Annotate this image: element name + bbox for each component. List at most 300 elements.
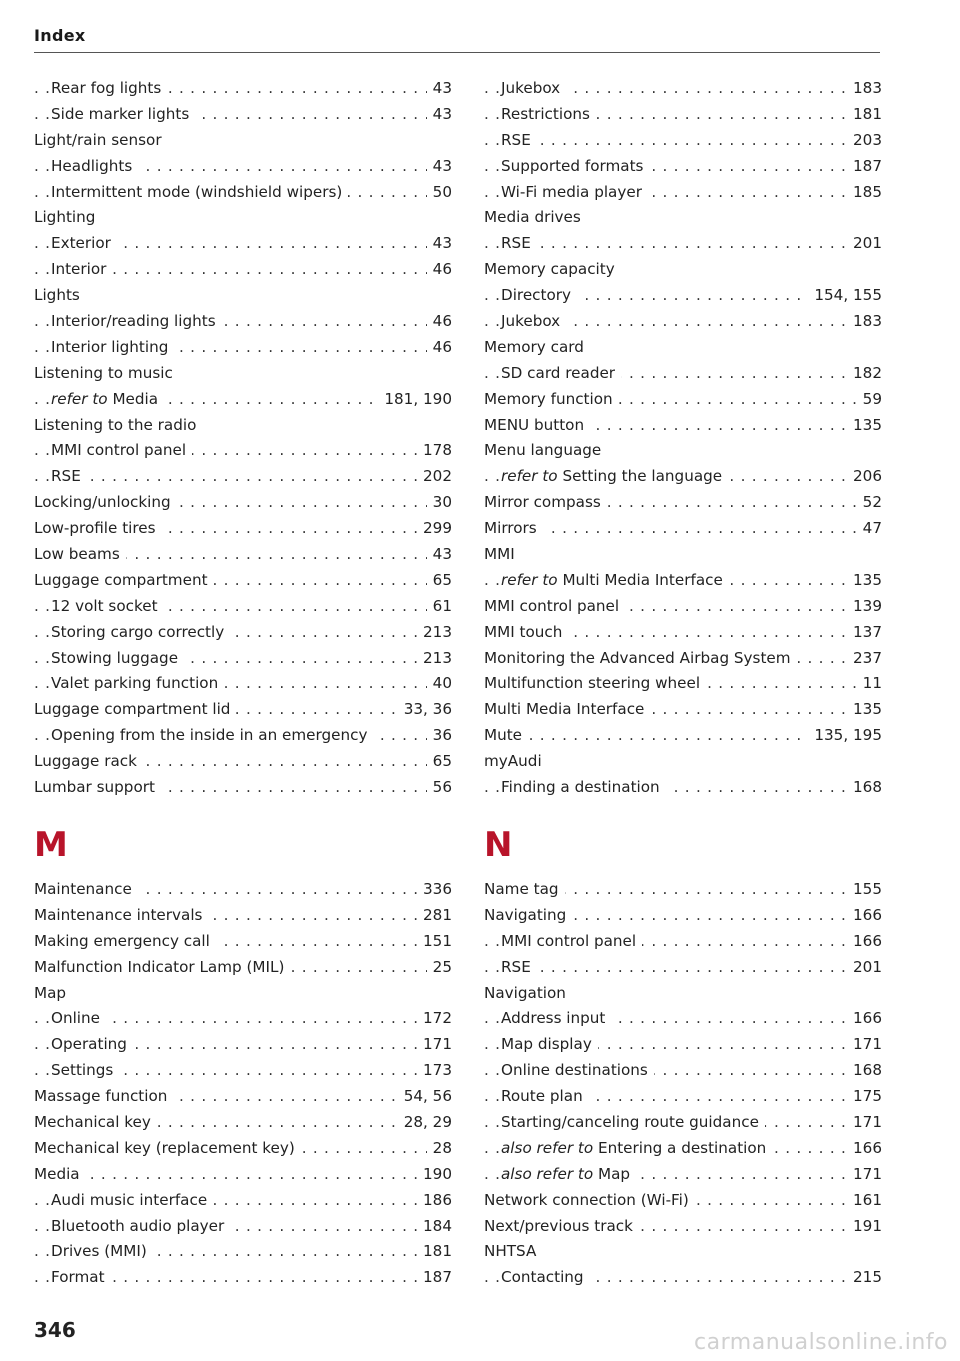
entry-text: Luggage rack: [34, 752, 137, 771]
index-subentry: [484, 76, 882, 102]
entry-page-ref: 46: [427, 257, 452, 283]
entry-text: Mechanical key: [34, 1112, 151, 1131]
index-subentry: [34, 1265, 452, 1291]
entry-text: Mute: [484, 726, 523, 745]
entry-text: Lighting: [34, 208, 96, 227]
index-entry: [34, 361, 452, 387]
entry-text: Network connection (Wi-Fi): [484, 1190, 689, 1209]
entry-page-ref: 172: [417, 1006, 452, 1032]
entry-term: [501, 1165, 636, 1183]
entry-page-ref: 28: [427, 1136, 452, 1162]
entry-term: [34, 131, 168, 149]
index-subentry: [34, 723, 452, 749]
entry-text: Navigation: [484, 983, 566, 1002]
entry-page-ref: 166: [847, 903, 882, 929]
entry-text: MMI control panel: [51, 441, 187, 460]
index-subentry: [484, 154, 882, 180]
entry-text: Lights: [34, 286, 80, 305]
entry-term: [501, 958, 537, 976]
entry-term: [501, 467, 728, 485]
entry-term: [484, 441, 607, 459]
index-subentry: [484, 361, 882, 387]
entry-text: Media: [112, 389, 159, 408]
entry-term: [51, 441, 192, 459]
index-entry: [34, 749, 452, 775]
entry-text: Online destinations: [501, 1061, 648, 1080]
entry-page-ref: 201: [847, 231, 882, 257]
entry-text: Mirror compass: [484, 493, 601, 512]
entry-text: Opening from the inside in an emergency: [51, 726, 368, 745]
index-entry: [484, 723, 882, 749]
index-subentry: [34, 231, 452, 257]
entry-text: Making emergency call: [34, 931, 210, 950]
entry-text: Multifunction steering wheel: [484, 674, 701, 693]
entry-page-ref: 59: [857, 387, 882, 413]
entry-term: [51, 79, 167, 97]
entry-page-ref: 135, 195: [808, 723, 882, 749]
entry-term: [484, 338, 590, 356]
entry-text: Route plan: [501, 1087, 583, 1106]
entry-page-ref: 28, 29: [398, 1110, 452, 1136]
index-subentry: [34, 594, 452, 620]
entry-term: [484, 880, 565, 898]
page-number: 346: [34, 1318, 76, 1342]
index-entry: [34, 981, 452, 1007]
page-header-title: Index: [34, 26, 86, 45]
entry-term: [34, 984, 72, 1002]
entry-text: Jukebox: [501, 312, 561, 331]
index-entry: [34, 929, 452, 955]
entry-term: [51, 157, 138, 175]
index-subentry: [34, 620, 452, 646]
entry-term: [34, 364, 179, 382]
entry-term: [501, 131, 537, 149]
entry-page-ref: 135: [847, 697, 882, 723]
entry-page-ref: 171: [847, 1162, 882, 1188]
entry-page-ref: 181: [847, 102, 882, 128]
index-entry: [34, 697, 452, 723]
entry-page-ref: 43: [427, 154, 452, 180]
index-entry: [484, 542, 882, 568]
entry-term: [34, 778, 161, 796]
index-subentry: [484, 568, 882, 594]
entry-page-ref: 171: [847, 1110, 882, 1136]
index-entry: [484, 516, 882, 542]
index-entry: [34, 542, 452, 568]
entry-page-ref: 184: [417, 1214, 452, 1240]
entry-term: [51, 597, 164, 615]
entry-term: [34, 286, 86, 304]
entry-term: [501, 79, 566, 97]
entry-text: Listening to the radio: [34, 415, 197, 434]
index-entry: [34, 1162, 452, 1188]
entry-text: Format: [51, 1268, 105, 1287]
entry-page-ref: 178: [417, 438, 452, 464]
entry-text: Contacting: [501, 1268, 584, 1287]
index-subentry: [484, 775, 882, 801]
index-entry: [484, 335, 882, 361]
index-subentry: [34, 1006, 452, 1032]
index-entry: [484, 594, 882, 620]
entry-text: Exterior: [51, 234, 111, 253]
entry-term: [34, 545, 126, 563]
index-entry: [484, 620, 882, 646]
index-entry: [484, 490, 882, 516]
entry-text: Light/rain sensor: [34, 130, 162, 149]
entry-term: [51, 726, 373, 744]
entry-term: [51, 312, 222, 330]
index-entry: [34, 516, 452, 542]
index-entry: [484, 646, 882, 672]
entry-text: MMI touch: [484, 622, 563, 641]
index-subentry: [484, 1162, 882, 1188]
entry-text: Luggage compartment lid: [34, 700, 231, 719]
index-subentry: [484, 180, 882, 206]
entry-term: [501, 105, 596, 123]
entry-page-ref: 65: [427, 568, 452, 594]
index-subentry: [484, 1110, 882, 1136]
entry-text: Low-profile tires: [34, 519, 156, 538]
entry-text: Map: [34, 983, 67, 1002]
entry-page-ref: 154, 155: [808, 283, 882, 309]
entry-page-ref: 183: [847, 309, 882, 335]
entry-text: Media drives: [484, 208, 581, 227]
entry-text: Audi music interface: [51, 1190, 208, 1209]
watermark: carmanualsonline.info: [694, 1330, 948, 1355]
entry-page-ref: 202: [417, 464, 452, 490]
entry-page-ref: 191: [847, 1214, 882, 1240]
index-subentry: [484, 283, 882, 309]
dot-leader: [34, 1162, 452, 1188]
entry-term: [34, 1087, 173, 1105]
entry-text: Multi Media Interface: [562, 570, 723, 589]
index-entry: [34, 1136, 452, 1162]
index-column-right: [484, 76, 882, 1291]
entry-page-ref: 336: [417, 877, 452, 903]
index-entry: [484, 697, 882, 723]
entry-text: Menu language: [484, 441, 602, 460]
entry-text: RSE: [501, 130, 531, 149]
entry-text: RSE: [51, 467, 81, 486]
index-entry: [484, 749, 882, 775]
entry-term: [501, 364, 621, 382]
entry-page-ref: 281: [417, 903, 452, 929]
entry-text: Interior/reading lights: [51, 312, 216, 331]
entry-page-ref: 47: [857, 516, 882, 542]
entry-term: [484, 649, 797, 667]
entry-text: Rear fog lights: [51, 79, 162, 97]
index-subentry: [484, 1265, 882, 1291]
entry-page-ref: 185: [847, 180, 882, 206]
entry-page-ref: 186: [417, 1188, 452, 1214]
entry-term: [51, 467, 87, 485]
entry-term: [34, 1139, 301, 1157]
entry-page-ref: 135: [847, 568, 882, 594]
entry-text: Headlights: [51, 156, 133, 175]
entry-term: [501, 157, 649, 175]
entry-text: Bluetooth audio player: [51, 1216, 225, 1235]
index-entry: [484, 387, 882, 413]
entry-term: [484, 1217, 639, 1235]
entry-text: Setting the language: [562, 467, 723, 486]
entry-text: Media: [34, 1164, 80, 1183]
entry-term: [51, 1242, 153, 1260]
entry-term: [34, 880, 138, 898]
index-subentry: [484, 464, 882, 490]
entry-text: Wi-Fi media player: [501, 182, 642, 201]
entry-term: [484, 208, 587, 226]
entry-term: [501, 312, 566, 330]
entry-term: [484, 674, 706, 692]
entry-term: [34, 752, 143, 770]
entry-term: [51, 390, 164, 408]
entry-term: [484, 623, 568, 641]
index-entry: [484, 257, 882, 283]
index-entry: [34, 903, 452, 929]
entry-term: [51, 105, 195, 123]
entry-text: RSE: [501, 234, 531, 253]
entry-text: Locking/unlocking: [34, 493, 171, 512]
entry-page-ref: 43: [427, 102, 452, 128]
index-subentry: [484, 1136, 882, 1162]
index-entry: [484, 1214, 882, 1240]
entry-text: myAudi: [484, 752, 542, 771]
index-subentry: [484, 1006, 882, 1032]
entry-term: [484, 493, 607, 511]
index-subentry: [34, 257, 452, 283]
entry-term: [484, 1242, 542, 1260]
entry-page-ref: 135: [847, 413, 882, 439]
header-rule: [34, 52, 880, 53]
entry-text: Malfunction Indicator Lamp (MIL): [34, 957, 285, 976]
entry-text: Jukebox: [501, 79, 561, 97]
index-entry: [484, 1239, 882, 1265]
entry-page-ref: 52: [857, 490, 882, 516]
entry-term: [484, 597, 625, 615]
index-entry: [34, 568, 452, 594]
entry-term: [34, 1113, 157, 1131]
entry-page-ref: 139: [847, 594, 882, 620]
entry-term: [484, 1191, 695, 1209]
entry-term: [501, 1061, 654, 1079]
entry-page-ref: 168: [847, 1058, 882, 1084]
index-entry: [34, 205, 452, 231]
entry-page-ref: 166: [847, 1136, 882, 1162]
entry-text: Map: [597, 1164, 631, 1183]
entry-term: [484, 416, 590, 434]
entry-page-ref: 43: [427, 231, 452, 257]
entry-term: [34, 700, 236, 718]
index-entry: [34, 1084, 452, 1110]
entry-term: [34, 932, 216, 950]
entry-page-ref: 182: [847, 361, 882, 387]
entry-term: [501, 1035, 598, 1053]
entry-text: Monitoring the Advanced Airbag System: [484, 648, 791, 667]
index-entry: [34, 775, 452, 801]
entry-page-ref: 43: [427, 542, 452, 568]
index-subentry: [34, 102, 452, 128]
entry-page-ref: 171: [847, 1032, 882, 1058]
index-entry: [484, 1188, 882, 1214]
entry-text: MMI control panel: [501, 931, 637, 950]
entry-text: Starting/canceling route guidance: [501, 1112, 759, 1131]
entry-term: [501, 1087, 589, 1105]
entry-page-ref: 46: [427, 309, 452, 335]
entry-term: [51, 234, 117, 252]
index-entry: [484, 438, 882, 464]
entry-page-ref: 161: [847, 1188, 882, 1214]
entry-text: Drives (MMI): [51, 1242, 147, 1261]
index-entry: [34, 490, 452, 516]
entry-page-ref: 171: [417, 1032, 452, 1058]
entry-term: [34, 571, 214, 589]
entry-page-ref: 299: [417, 516, 452, 542]
entry-term: [501, 1113, 765, 1131]
entry-term: [51, 1035, 133, 1053]
entry-text: Online: [51, 1009, 100, 1028]
entry-text: Valet parking function: [51, 674, 219, 693]
index-entry: [34, 413, 452, 439]
index-subentry: [34, 671, 452, 697]
entry-text: Supported formats: [501, 156, 644, 175]
entry-term: [34, 519, 162, 537]
entry-page-ref: 181: [417, 1239, 452, 1265]
entry-term: [51, 1268, 111, 1286]
entry-page-ref: 50: [427, 180, 452, 206]
dot-leader: [484, 516, 882, 542]
entry-text: MMI: [484, 545, 515, 564]
entry-term: [51, 1009, 106, 1027]
index-subentry: [34, 1239, 452, 1265]
entry-text: Intermittent mode (windshield wipers): [51, 182, 343, 201]
entry-page-ref: 36: [427, 723, 452, 749]
entry-term: [34, 1165, 86, 1183]
index-subentry: [34, 180, 452, 206]
entry-page-ref: 11: [857, 671, 882, 697]
entry-text: Finding a destination: [501, 778, 660, 797]
index-entry: [484, 981, 882, 1007]
index-subentry: [484, 929, 882, 955]
entry-term: [501, 183, 648, 201]
cross-reference-prefix: refer to: [501, 467, 558, 486]
entry-page-ref: 187: [847, 154, 882, 180]
entry-term: [51, 623, 230, 641]
entry-term: [484, 726, 528, 744]
entry-text: Low beams: [34, 545, 120, 564]
index-subentry: [34, 1058, 452, 1084]
cross-reference-prefix: also refer to: [501, 1164, 594, 1183]
section-letter: N: [484, 824, 513, 865]
entry-term: [484, 906, 572, 924]
entry-page-ref: 166: [847, 929, 882, 955]
entry-text: Directory: [501, 286, 571, 305]
entry-text: 12 volt socket: [51, 596, 158, 615]
index-subentry: [34, 438, 452, 464]
index-subentry: [34, 387, 452, 413]
entry-page-ref: 213: [417, 646, 452, 672]
entry-text: Operating: [51, 1035, 127, 1054]
entry-page-ref: 213: [417, 620, 452, 646]
entry-page-ref: 30: [427, 490, 452, 516]
index-entry: [34, 955, 452, 981]
entry-term: [484, 752, 548, 770]
index-subentry: [484, 1058, 882, 1084]
entry-page-ref: 56: [427, 775, 452, 801]
entry-term: [484, 390, 619, 408]
entry-text: Interior lighting: [51, 337, 169, 356]
entry-text: SD card reader: [501, 363, 616, 382]
entry-text: Next/previous track: [484, 1216, 633, 1235]
entry-text: MMI control panel: [484, 596, 620, 615]
entry-page-ref: 33, 36: [398, 697, 452, 723]
entry-page-ref: 166: [847, 1006, 882, 1032]
entry-page-ref: 155: [847, 877, 882, 903]
entry-text: Lumbar support: [34, 778, 155, 797]
entry-page-ref: 206: [847, 464, 882, 490]
dot-leader: [484, 231, 882, 257]
index-entry: [34, 283, 452, 309]
entry-text: Memory card: [484, 337, 584, 356]
index-subentry: [34, 76, 452, 102]
entry-term: [484, 984, 572, 1002]
entry-text: Multi Media Interface: [484, 700, 645, 719]
entry-page-ref: 54, 56: [398, 1084, 452, 1110]
entry-page-ref: 46: [427, 335, 452, 361]
entry-page-ref: 181, 190: [378, 387, 452, 413]
index-entry: [484, 671, 882, 697]
entry-term: [484, 260, 621, 278]
index-entry: [34, 1110, 452, 1136]
entry-text: Maintenance: [34, 879, 132, 898]
dot-leader: [484, 955, 882, 981]
index-subentry: [34, 1188, 452, 1214]
entry-text: Mirrors: [484, 519, 537, 538]
entry-term: [51, 338, 174, 356]
entry-page-ref: 25: [427, 955, 452, 981]
entry-term: [501, 1139, 772, 1157]
entry-term: [51, 260, 112, 278]
entry-page-ref: 237: [847, 646, 882, 672]
entry-term: [34, 958, 290, 976]
entry-page-ref: 173: [417, 1058, 452, 1084]
entry-text: Massage function: [34, 1087, 168, 1106]
index-entry: [34, 877, 452, 903]
entry-term: [501, 286, 577, 304]
entry-text: Entering a destination: [597, 1138, 767, 1157]
entry-page-ref: 40: [427, 671, 452, 697]
cross-reference-prefix: also refer to: [501, 1138, 594, 1157]
entry-text: Side marker lights: [51, 104, 190, 123]
entry-page-ref: 187: [417, 1265, 452, 1291]
index-entry: [484, 413, 882, 439]
index-subentry: [34, 309, 452, 335]
entry-term: [34, 416, 202, 434]
index-subentry: [484, 128, 882, 154]
index-entry: [484, 877, 882, 903]
entry-page-ref: 215: [847, 1265, 882, 1291]
entry-term: [34, 208, 101, 226]
index-subentry: [34, 1214, 452, 1240]
entry-page-ref: 183: [847, 76, 882, 102]
entry-term: [51, 1191, 213, 1209]
entry-text: Interior: [51, 260, 107, 279]
entry-page-ref: 43: [427, 76, 452, 102]
index-subentry: [34, 335, 452, 361]
entry-page-ref: 137: [847, 620, 882, 646]
entry-term: [34, 906, 208, 924]
entry-text: MENU button: [484, 415, 585, 434]
entry-page-ref: 168: [847, 775, 882, 801]
